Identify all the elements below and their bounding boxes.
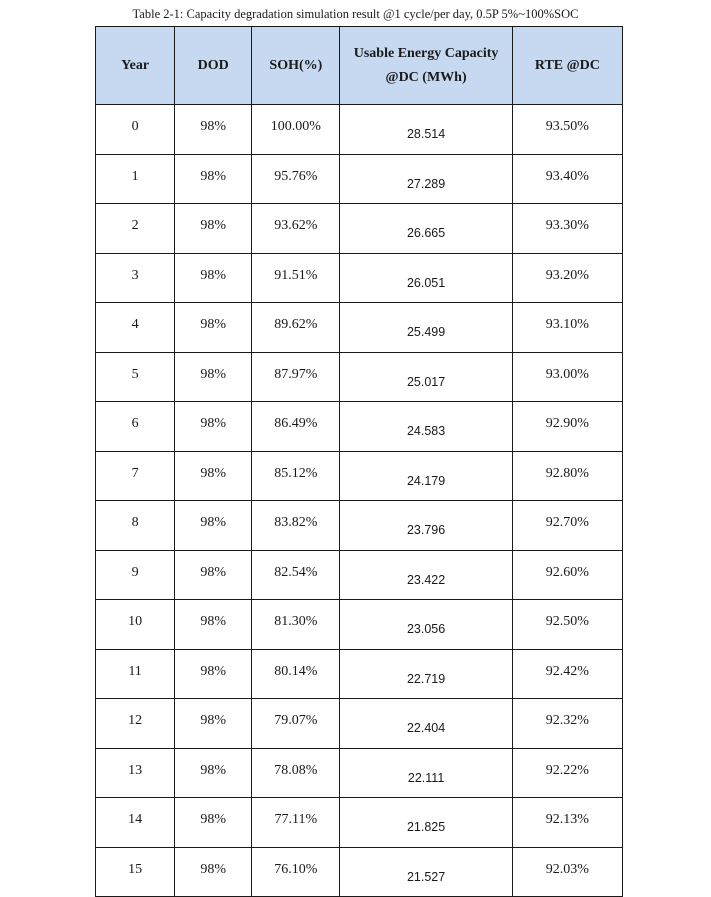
table-row bbox=[96, 649, 623, 699]
header-uec-line2: @DC (MWh) bbox=[385, 69, 467, 85]
cell-year: 11 bbox=[96, 649, 175, 699]
cell-soh: 100.00% bbox=[252, 105, 340, 155]
cell-soh: 76.10% bbox=[252, 847, 340, 897]
header-rte: RTE @DC bbox=[512, 27, 622, 105]
cell-usable-energy: 21.527 bbox=[340, 847, 512, 897]
cell-soh: 87.97% bbox=[252, 352, 340, 402]
table-row bbox=[96, 204, 623, 254]
cell-soh: 81.30% bbox=[252, 600, 340, 650]
cell-year: 10 bbox=[96, 600, 175, 650]
cell-soh: 80.14% bbox=[252, 649, 340, 699]
header-year: Year bbox=[96, 27, 175, 105]
cell-soh: 93.62% bbox=[252, 204, 340, 254]
cell-soh: 95.76% bbox=[252, 154, 340, 204]
table-row bbox=[96, 699, 623, 749]
cell-dod: 98% bbox=[175, 402, 252, 452]
cell-usable-energy: 22.719 bbox=[340, 649, 512, 699]
cell-dod: 98% bbox=[175, 154, 252, 204]
cell-year: 12 bbox=[96, 699, 175, 749]
table-header-row bbox=[96, 27, 623, 105]
table-row bbox=[96, 402, 623, 452]
cell-usable-energy: 26.051 bbox=[340, 253, 512, 303]
cell-soh: 89.62% bbox=[252, 303, 340, 353]
cell-rte: 92.22% bbox=[512, 748, 622, 798]
cell-dod: 98% bbox=[175, 253, 252, 303]
cell-rte: 93.40% bbox=[512, 154, 622, 204]
header-usable-energy-capacity bbox=[340, 27, 512, 105]
cell-usable-energy: 23.056 bbox=[340, 600, 512, 650]
cell-dod: 98% bbox=[175, 204, 252, 254]
cell-soh: 82.54% bbox=[252, 550, 340, 600]
cell-dod: 98% bbox=[175, 105, 252, 155]
cell-year: 0 bbox=[96, 105, 175, 155]
cell-soh: 83.82% bbox=[252, 501, 340, 551]
cell-year: 14 bbox=[96, 798, 175, 848]
table-caption: Table 2-1: Capacity degradation simulation result @1 cycle/per day, 0.5P 5%~100%SOC bbox=[132, 7, 579, 21]
cell-rte: 92.70% bbox=[512, 501, 622, 551]
table-row bbox=[96, 253, 623, 303]
cell-rte: 93.00% bbox=[512, 352, 622, 402]
cell-rte: 92.60% bbox=[512, 550, 622, 600]
cell-rte: 93.20% bbox=[512, 253, 622, 303]
cell-rte: 92.42% bbox=[512, 649, 622, 699]
cell-year: 3 bbox=[96, 253, 175, 303]
cell-usable-energy: 23.422 bbox=[340, 550, 512, 600]
table-row bbox=[96, 798, 623, 848]
cell-usable-energy: 24.583 bbox=[340, 402, 512, 452]
cell-year: 13 bbox=[96, 748, 175, 798]
cell-year: 9 bbox=[96, 550, 175, 600]
cell-year: 15 bbox=[96, 847, 175, 897]
cell-usable-energy: 26.665 bbox=[340, 204, 512, 254]
cell-dod: 98% bbox=[175, 501, 252, 551]
cell-rte: 93.50% bbox=[512, 105, 622, 155]
cell-soh: 86.49% bbox=[252, 402, 340, 452]
capacity-degradation-table bbox=[95, 26, 623, 897]
cell-dod: 98% bbox=[175, 649, 252, 699]
cell-usable-energy: 25.017 bbox=[340, 352, 512, 402]
cell-dod: 98% bbox=[175, 550, 252, 600]
cell-soh: 77.11% bbox=[252, 798, 340, 848]
table-row bbox=[96, 451, 623, 501]
cell-rte: 92.13% bbox=[512, 798, 622, 848]
cell-usable-energy: 28.514 bbox=[340, 105, 512, 155]
cell-dod: 98% bbox=[175, 847, 252, 897]
cell-year: 1 bbox=[96, 154, 175, 204]
table-row bbox=[96, 501, 623, 551]
cell-dod: 98% bbox=[175, 600, 252, 650]
cell-usable-energy: 25.499 bbox=[340, 303, 512, 353]
cell-dod: 98% bbox=[175, 748, 252, 798]
table-row bbox=[96, 105, 623, 155]
table-row bbox=[96, 352, 623, 402]
cell-year: 4 bbox=[96, 303, 175, 353]
table-row bbox=[96, 600, 623, 650]
table-row bbox=[96, 847, 623, 897]
cell-dod: 98% bbox=[175, 699, 252, 749]
cell-rte: 93.10% bbox=[512, 303, 622, 353]
cell-dod: 98% bbox=[175, 352, 252, 402]
cell-usable-energy: 21.825 bbox=[340, 798, 512, 848]
cell-year: 2 bbox=[96, 204, 175, 254]
cell-rte: 92.90% bbox=[512, 402, 622, 452]
cell-rte: 92.50% bbox=[512, 600, 622, 650]
cell-rte: 92.80% bbox=[512, 451, 622, 501]
cell-usable-energy: 22.111 bbox=[340, 748, 512, 798]
table-row bbox=[96, 154, 623, 204]
cell-rte: 93.30% bbox=[512, 204, 622, 254]
cell-soh: 78.08% bbox=[252, 748, 340, 798]
cell-year: 7 bbox=[96, 451, 175, 501]
table-row bbox=[96, 303, 623, 353]
cell-dod: 98% bbox=[175, 303, 252, 353]
table-row bbox=[96, 748, 623, 798]
cell-usable-energy: 27.289 bbox=[340, 154, 512, 204]
header-dod: DOD bbox=[175, 27, 252, 105]
header-soh: SOH(%) bbox=[252, 27, 340, 105]
cell-soh: 91.51% bbox=[252, 253, 340, 303]
cell-soh: 85.12% bbox=[252, 451, 340, 501]
cell-usable-energy: 22.404 bbox=[340, 699, 512, 749]
cell-soh: 79.07% bbox=[252, 699, 340, 749]
cell-rte: 92.32% bbox=[512, 699, 622, 749]
cell-year: 6 bbox=[96, 402, 175, 452]
table-row bbox=[96, 550, 623, 600]
header-uec-line1: Usable Energy Capacity bbox=[353, 45, 499, 61]
cell-year: 8 bbox=[96, 501, 175, 551]
cell-usable-energy: 23.796 bbox=[340, 501, 512, 551]
cell-dod: 98% bbox=[175, 798, 252, 848]
cell-year: 5 bbox=[96, 352, 175, 402]
cell-rte: 92.03% bbox=[512, 847, 622, 897]
cell-usable-energy: 24.179 bbox=[340, 451, 512, 501]
cell-dod: 98% bbox=[175, 451, 252, 501]
